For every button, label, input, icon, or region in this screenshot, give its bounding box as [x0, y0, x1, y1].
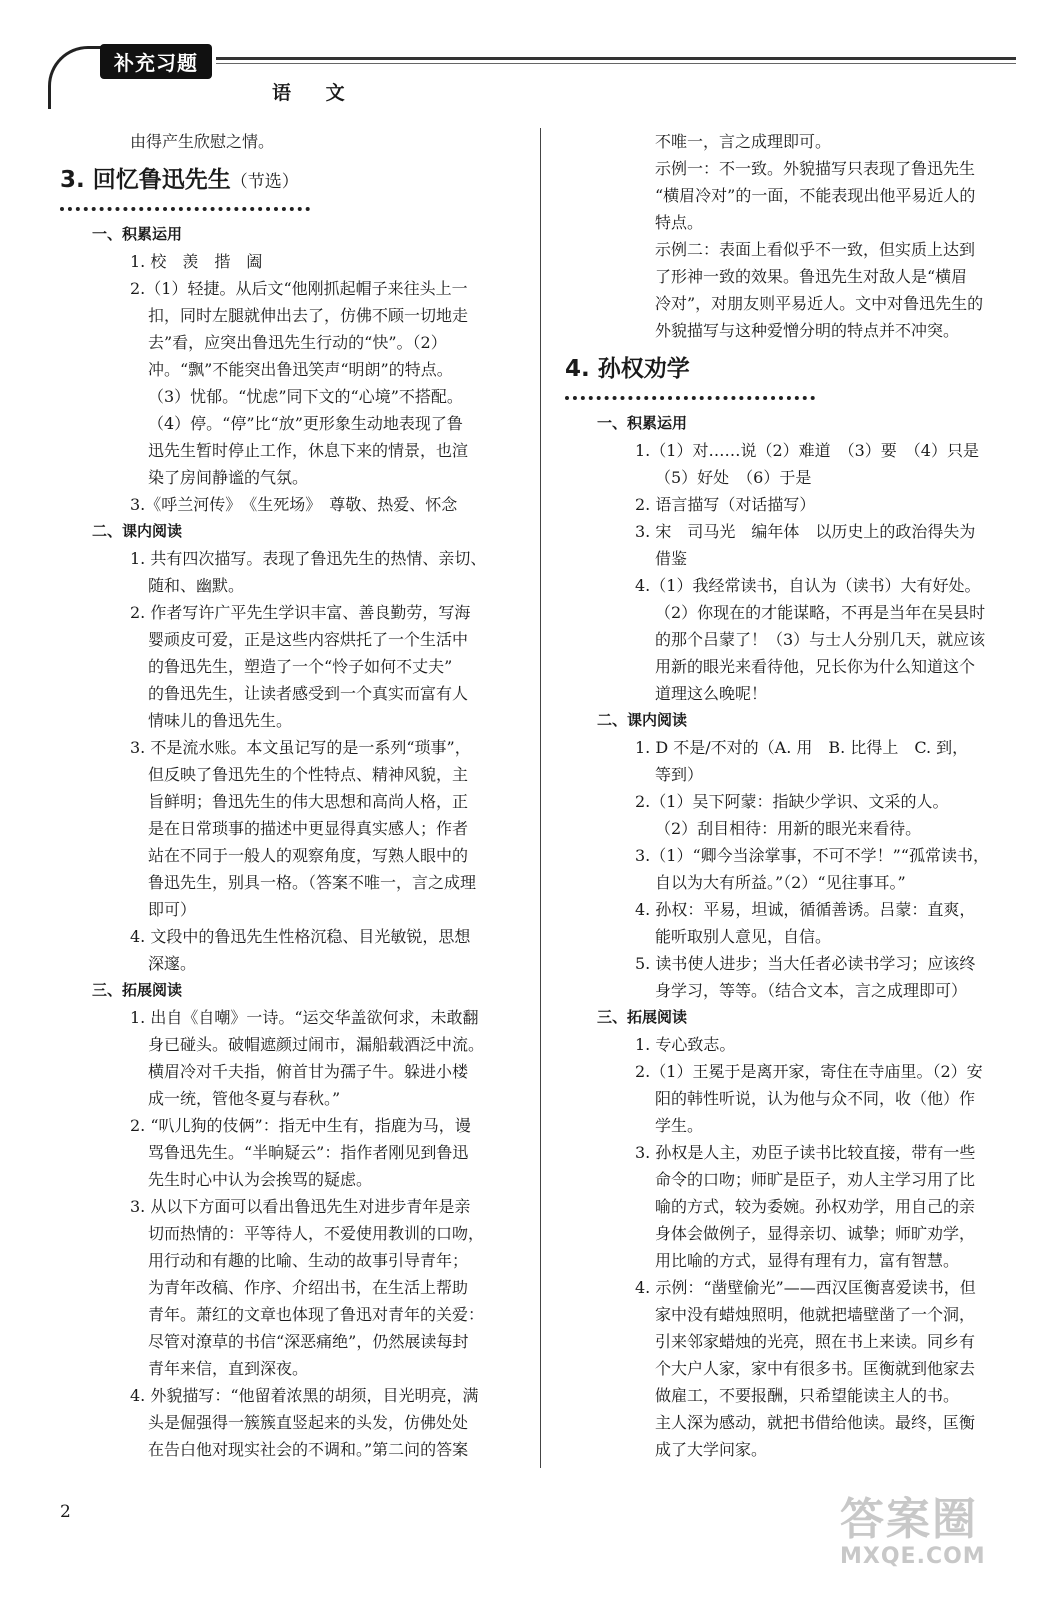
answer-line: 5. 读书使人进步；当大任者必读书学习；应该终 [635, 954, 976, 973]
answer-line: 4. 示例：“凿壁偷光”——西汉匡衡喜爱读书，但 [635, 1278, 976, 1297]
left-column [60, 128, 508, 1463]
answer-line: 命令的口吻；师旷是臣子，劝人主学习用了比 [655, 1170, 976, 1189]
lesson-title [565, 352, 1023, 386]
answer-line: 1. 共有四次描写。表现了鲁迅先生的热情、亲切、 [130, 549, 487, 568]
answer-line: 横眉冷对千夫指，俯首甘为孺子牛。躲进小楼 [148, 1062, 469, 1081]
answer-line: 2. 作者写许广平先生学识丰富、善良勤劳，写海 [130, 603, 471, 622]
answer-line: 借鉴 [655, 549, 688, 568]
answer-line: （2）你现在的才能谋略，不再是当年在吴县时 [655, 603, 986, 622]
answer-line: 等到） [655, 765, 704, 784]
answer-line: 头是倔强得一簇簇直竖起来的头发，仿佛处处 [148, 1413, 469, 1432]
answer-line: 不唯一，言之成理即可。 [655, 132, 832, 151]
watermark-url: MXQE.COM [840, 1544, 986, 1569]
section-heading: 一、积累运用 [92, 225, 183, 243]
header-rule [216, 57, 1016, 60]
answer-line: 个大户人家，家中有很多书。匡衡就到他家去 [655, 1359, 976, 1378]
answer-line: 引来邻家蜡烛的光亮，照在书上来读。同乡有 [655, 1332, 976, 1351]
section-heading: 一、积累运用 [597, 414, 688, 432]
answer-line: 1. 专心致志。 [635, 1035, 736, 1054]
answer-line: 但反映了鲁迅先生的个性特点、精神风貌，主 [148, 765, 469, 784]
answer-line: 1. 校 羡 揩 阖 [130, 252, 263, 271]
answer-line: 3.《呼兰河传》 《生死场》 尊敬、热爱、怀念 [130, 495, 458, 514]
answer-line: 的那个吕蒙了！（3）与士人分别几天，就应该 [655, 630, 986, 649]
answer-line: 先生时心中认为会挨骂的疑虑。 [148, 1170, 373, 1189]
answer-line: 扣，同时左腿就伸出去了，仿佛不顾一切地走 [148, 306, 469, 325]
lesson-title [60, 163, 508, 197]
answer-line: 婴顽皮可爱，正是这些内容烘托了一个生活中 [148, 630, 469, 649]
section-heading: 二、课内阅读 [92, 522, 183, 540]
answer-line: （5）好处 （6）于是 [655, 468, 812, 487]
answer-line: 能听取别人意见，自信。 [655, 927, 832, 946]
answer-line: 1.（1）对……说（2）难道 （3）要 （4）只是 [635, 441, 979, 460]
section-heading: 二、课内阅读 [597, 711, 688, 729]
answer-line: 尽管对潦草的书信“深恶痛绝”，仍然展读每封 [148, 1332, 469, 1351]
answer-line: 2.（1）轻捷。从后文“他刚抓起帽子来往头上一 [130, 279, 468, 298]
answer-line: 成了大学问家。 [655, 1440, 768, 1459]
title-dotted-rule [565, 386, 815, 400]
header-rule-thin [216, 63, 1016, 64]
answer-line: 深邃。 [148, 954, 197, 973]
lesson-title-text: 4. 孙权劝学 [565, 356, 690, 382]
title-dotted-rule [60, 197, 310, 211]
answer-line: 站在不同于一般人的观察角度，写熟人眼中的 [148, 846, 469, 865]
answer-line: 做雇工，不要报酬，只希望能读主人的书。 [655, 1386, 960, 1405]
answer-line: 为青年改稿、作序、介绍出书，在生活上帮助 [148, 1278, 469, 1297]
section-heading: 三、拓展阅读 [92, 981, 183, 999]
answer-line: 染了房间静谧的气氛。 [148, 468, 309, 487]
answer-line: 身已碰头。破帽遮颜过闹市，漏船载酒泛中流。 [148, 1035, 485, 1054]
answer-line: 1. 出自《自嘲》一诗。“运交华盖欲何求，未敢翻 [130, 1008, 479, 1027]
answer-line: 道理这么晚呢！ [655, 684, 768, 703]
watermark-main: 答案圈 [840, 1494, 978, 1545]
answer-line: 骂鲁迅先生。“半晌疑云”：指作者刚见到鲁迅 [148, 1143, 469, 1162]
column-divider [540, 128, 541, 1468]
answer-line: 随和、幽默。 [148, 576, 245, 595]
answer-line: 4. 外貌描写：“他留着浓黑的胡须，目光明亮，满 [130, 1386, 479, 1405]
answer-line: 3. 不是流水账。本文虽记写的是一系列“琐事”， [130, 738, 471, 757]
answer-line: 外貌描写与这种爱憎分明的特点并不冲突。 [655, 321, 960, 340]
lesson-title-text: 3. 回忆鲁迅先生 [60, 167, 231, 193]
answer-line: 用新的眼光来看待他，兄长你为什么知道这个 [655, 657, 976, 676]
answer-line: 3.（1）“卿今当涂掌事，不可不学！”“孤常读书， [635, 846, 989, 865]
answer-line: 鲁迅先生，别具一格。（答案不唯一，言之成理 [148, 873, 477, 892]
right-column [565, 128, 1023, 1463]
answer-line: 1. D 不是/不对的（A. 用 B. 比得上 C. 到， [635, 738, 969, 757]
answer-line: 旨鲜明；鲁迅先生的伟大思想和高尚人格，正 [148, 792, 469, 811]
answer-line: 示例一：不一致。外貌描写只表现了鲁迅先生 [655, 159, 976, 178]
answer-line: 切而热情的：平等待人，不爱使用教训的口吻， [148, 1224, 485, 1243]
answer-line: 3. 宋 司马光 编年体 以历史上的政治得失为 [635, 522, 976, 541]
answer-line: 冷对”，对朋友则平易近人。文中对鲁迅先生的 [655, 294, 984, 313]
header-section-tag: 补充习题 [100, 44, 212, 79]
answer-line: 青年。萧红的文章也体现了鲁迅对青年的关爱： [148, 1305, 485, 1324]
answer-line: （2）刮目相待：用新的眼光来看待。 [655, 819, 922, 838]
answer-line: 2. 语言描写（对话描写） [635, 495, 816, 514]
answer-line: 2.（1）吴下阿蒙：指缺少学识、文采的人。 [635, 792, 949, 811]
answer-line: （4）停。“停”比“放”更形象生动地表现了鲁 [148, 414, 463, 433]
answer-line: 去”看，应突出鲁迅先生行动的“快”。（2） [148, 333, 447, 352]
answer-line: 情味儿的鲁迅先生。 [148, 711, 293, 730]
watermark-logo [840, 1496, 1030, 1586]
answer-line: 成一统，管他冬夏与春秋。” [148, 1089, 341, 1108]
answer-line: 身学习，等等。（结合文本，言之成理即可） [655, 981, 968, 1000]
answer-line: 的鲁迅先生，塑造了一个“怜子如何不丈夫” [148, 657, 453, 676]
answer-line: 自以为大有所益。”（2）“见往事耳。” [655, 873, 906, 892]
answer-line: 家中没有蜡烛照明，他就把墙壁凿了一个洞， [655, 1305, 976, 1324]
answer-line: 是在日常琐事的描述中更显得真实感人；作者 [148, 819, 469, 838]
answer-line: 特点。 [655, 213, 704, 232]
answer-line: 由得产生欣慰之情。 [130, 132, 275, 151]
section-heading: 三、拓展阅读 [597, 1008, 688, 1026]
answer-line: 的鲁迅先生，让读者感受到一个真实而富有人 [148, 684, 469, 703]
answer-line: 4.（1）我经常读书，自认为（读书）大有好处。 [635, 576, 981, 595]
page-number: 2 [60, 1502, 71, 1522]
answer-line: 4. 文段中的鲁迅先生性格沉稳、目光敏锐，思想 [130, 927, 471, 946]
answer-line: 青年来信，直到深夜。 [148, 1359, 309, 1378]
answer-line: 2.（1）王冕于是离开家，寄住在寺庙里。（2）安 [635, 1062, 983, 1081]
answer-line: 身体会做例子，显得亲切、诚挚；师旷劝学， [655, 1224, 976, 1243]
answer-line: 3. 孙权是人主，劝臣子读书比较直接，带有一些 [635, 1143, 976, 1162]
answer-line: 喻的方式，较为委婉。孙权劝学，用自己的亲 [655, 1197, 976, 1216]
answer-line: 3. 从以下方面可以看出鲁迅先生对进步青年是亲 [130, 1197, 471, 1216]
answer-line: （3）忧郁。“忧虑”同下文的“心境”不搭配。 [148, 387, 463, 406]
answer-line: 示例二：表面上看似乎不一致，但实质上达到 [655, 240, 976, 259]
header-subject: 语 文 [272, 82, 359, 104]
answer-line: 用行动和有趣的比喻、生动的故事引导青年； [148, 1251, 469, 1270]
answer-line: “横眉冷对”的一面，不能表现出他平易近人的 [655, 186, 976, 205]
answer-line: 迅先生暂时停止工作，休息下来的情景，也渲 [148, 441, 469, 460]
answer-line: 4. 孙权：平易，坦诚，循循善诱。吕蒙：直爽， [635, 900, 976, 919]
answer-line: 2. “叭儿狗的伎俩”：指无中生有，指鹿为马，谩 [130, 1116, 471, 1135]
answer-line: 了形神一致的效果。鲁迅先生对敌人是“横眉 [655, 267, 968, 286]
lesson-title-note: （节选） [230, 172, 299, 192]
answer-line: 即可） [148, 900, 197, 919]
answer-line: 在告白他对现实社会的不调和。”第二问的答案 [148, 1440, 469, 1459]
answer-line: 主人深为感动，就把书借给他读。最终，匡衡 [655, 1413, 976, 1432]
answer-line: 阳的韩性听说，认为他与众不同，收（他）作 [655, 1089, 976, 1108]
answer-line: 冲。“飘”不能突出鲁迅笑声“明朗”的特点。 [148, 360, 453, 379]
answer-line: 用比喻的方式，显得有理有力，富有智慧。 [655, 1251, 960, 1270]
answer-line: 学生。 [655, 1116, 704, 1135]
